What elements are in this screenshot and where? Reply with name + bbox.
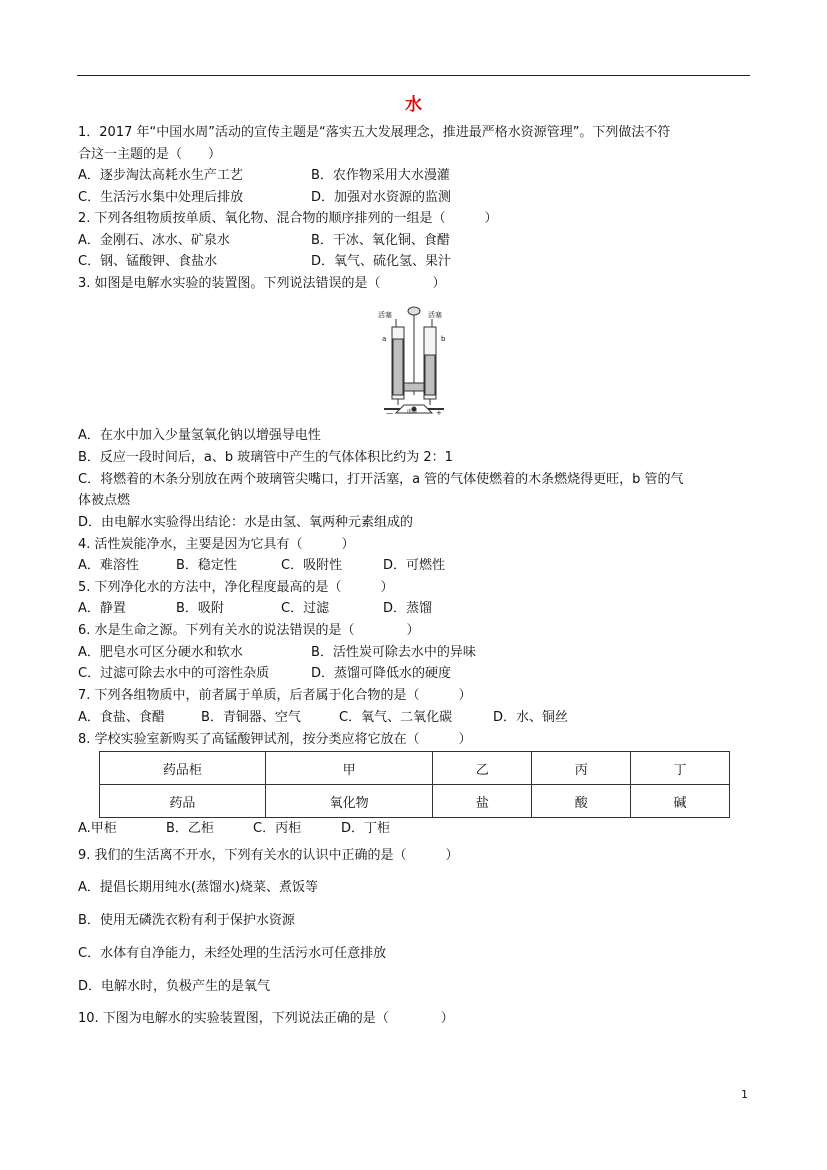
q2-stem: 2. 下列各组物质按单质、氧化物、混合物的顺序排列的一组是（ ） xyxy=(78,211,498,226)
q9-option-d: D．电解水时，负极产生的是氧气 xyxy=(78,979,271,994)
q2-option-a: A．金刚石、冰水、矿泉水 xyxy=(78,233,230,248)
table-cell: 药品 xyxy=(100,785,266,818)
q4-stem: 4. 活性炭能净水，主要是因为它具有（ ） xyxy=(78,537,355,552)
q9-stem: 9. 我们的生活离不开水，下列有关水的认识中正确的是（ ） xyxy=(78,848,459,863)
q7-option-b: B．青铜器、空气 xyxy=(201,710,301,725)
table-cell: 甲 xyxy=(265,752,433,785)
tube-b-label: b xyxy=(441,335,446,343)
q1-stem-line1: 1．2017 年“中国水周”活动的宣传主题是“落实五大发展理念，推进最严格水资源管理”。下列做法不符 xyxy=(78,125,671,140)
q1-option-a: A．逐步淘汰高耗水生产工艺 xyxy=(78,168,243,183)
q4-option-b: B．稳定性 xyxy=(176,558,237,573)
q6-option-d: D．蒸馏可降低水的硬度 xyxy=(311,666,452,681)
q7-stem: 7. 下列各组物质中，前者属于单质，后者属于化合物的是（ ） xyxy=(78,688,472,703)
page-number: 1 xyxy=(741,1088,748,1101)
q8-option-b: B．乙柜 xyxy=(166,821,214,836)
q5-option-b: B．吸附 xyxy=(176,601,224,616)
positive-terminal-label: + xyxy=(436,409,442,417)
electrolysis-apparatus-figure xyxy=(374,305,454,417)
q8-stem: 8. 学校实验室新购买了高锰酸钾试剂，按分类应将它放在（ ） xyxy=(78,732,472,747)
right-valve-label: 活塞 xyxy=(428,311,442,319)
table-cell: 氧化物 xyxy=(265,785,433,818)
q4-option-d: D．可燃性 xyxy=(383,558,446,573)
q7-option-a: A．食盐、食醋 xyxy=(78,710,165,725)
page-title: 水 xyxy=(405,95,422,115)
table-cell: 丁 xyxy=(631,752,730,785)
q1-stem-line2: 合这一主题的是（ ） xyxy=(78,147,222,162)
q9-option-a: A．提倡长期用纯水(蒸馏水)烧菜、煮饭等 xyxy=(78,880,319,895)
q7-option-c: C．氧气、二氧化碳 xyxy=(339,710,453,725)
q9-option-b: B．使用无磷洗衣粉有利于保护水资源 xyxy=(78,913,295,928)
q7-option-d: D．水、铜丝 xyxy=(493,710,569,725)
q6-stem: 6. 水是生命之源。下列有关水的说法错误的是（ ） xyxy=(78,623,420,638)
q5-stem: 5. 下列净化水的方法中，净化程度最高的是（ ） xyxy=(78,580,394,595)
left-valve-label: 活塞 xyxy=(378,311,392,319)
q2-option-b: B．干冰、氧化铜、食醋 xyxy=(311,233,450,248)
q4-option-c: C．吸附性 xyxy=(281,558,343,573)
q2-option-d: D．氧气、硫化氢、果汁 xyxy=(311,254,452,269)
q10-stem: 10. 下图为电解水的实验装置图，下列说法正确的是（ ） xyxy=(78,1011,454,1026)
q8-option-c: C．丙柜 xyxy=(253,821,302,836)
table-cell: 酸 xyxy=(532,785,631,818)
tube-a-label: a xyxy=(382,335,387,343)
q6-option-c: C．过滤可除去水中的可溶性杂质 xyxy=(78,666,270,681)
table-cell: 盐 xyxy=(433,785,532,818)
q6-option-b: B．活性炭可除去水中的异味 xyxy=(311,645,476,660)
q3-option-c-line1: C．将燃着的木条分别放在两个玻璃管尖嘴口，打开活塞，a 管的气体使燃着的木条燃烧得更旺，b 管的气 xyxy=(78,472,684,487)
q2-option-c: C．钢、锰酸钾、食盐水 xyxy=(78,254,218,269)
q3-option-b: B．反应一段时间后，a、b 玻璃管中产生的气体体积比约为 2：1 xyxy=(78,450,453,465)
q4-option-a: A．难溶性 xyxy=(78,558,139,573)
q3-stem: 3. 如图是电解水实验的装置图。下列说法错误的是（ ） xyxy=(78,276,446,291)
header-rule xyxy=(77,75,750,76)
negative-terminal-label: — xyxy=(386,409,393,417)
q5-option-a: A．静置 xyxy=(78,601,126,616)
table-cell: 药品柜 xyxy=(100,752,266,785)
power-source-label: 电源 xyxy=(407,409,418,415)
q9-option-c: C．水体有自净能力，未经处理的生活污水可任意排放 xyxy=(78,946,387,961)
table-cell: 丙 xyxy=(532,752,631,785)
q3-option-c-line2: 体被点燃 xyxy=(78,493,131,508)
cabinet-table xyxy=(99,751,730,818)
q3-option-d: D．由电解水实验得出结论：水是由氢、氧两种元素组成的 xyxy=(78,515,414,530)
q1-option-c: C．生活污水集中处理后排放 xyxy=(78,190,244,205)
table-cell: 乙 xyxy=(433,752,532,785)
q5-option-c: C．过滤 xyxy=(281,601,330,616)
q5-option-d: D．蒸馏 xyxy=(383,601,433,616)
table-header-row xyxy=(100,752,730,785)
table-cell: 碱 xyxy=(631,785,730,818)
table-row xyxy=(100,785,730,818)
q6-option-a: A．肥皂水可区分硬水和软水 xyxy=(78,645,243,660)
q1-option-d: D．加强对水资源的监测 xyxy=(311,190,452,205)
q3-option-a: A．在水中加入少量氢氧化钠以增强导电性 xyxy=(78,428,321,443)
q8-option-a: A.甲柜 xyxy=(78,821,117,836)
q8-option-d: D．丁柜 xyxy=(341,821,391,836)
q1-option-b: B．农作物采用大水漫灌 xyxy=(311,168,450,183)
